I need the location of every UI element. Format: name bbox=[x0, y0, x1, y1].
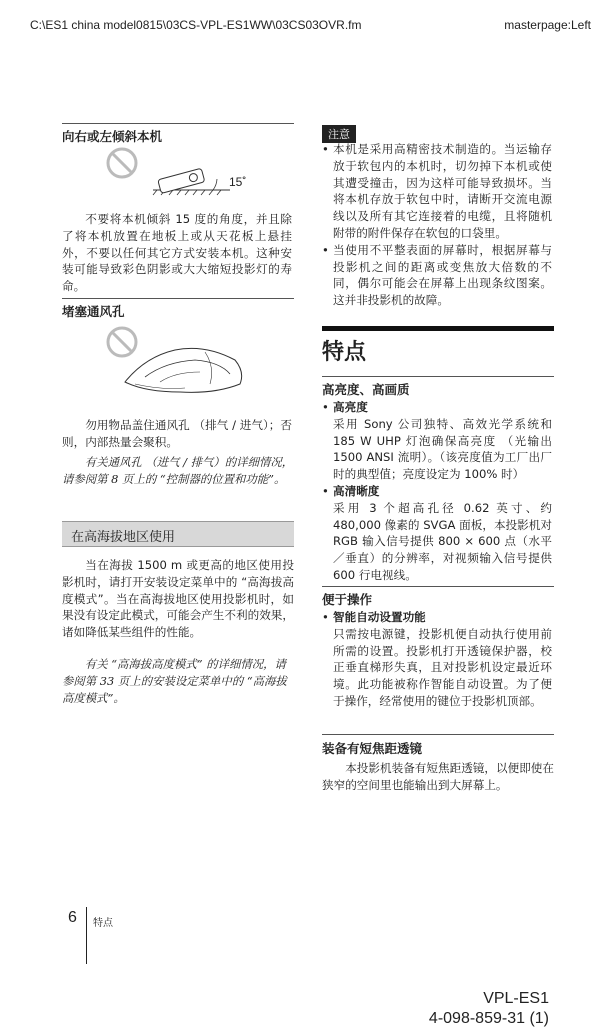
feature-heading-lens: 装备有短焦距透镜 bbox=[322, 741, 423, 756]
vent-illustration bbox=[105, 322, 255, 402]
section-title-tilt: 向右或左倾斜本机 bbox=[62, 129, 163, 144]
feature-list-ease bbox=[322, 609, 552, 710]
prohibited-icon bbox=[108, 328, 136, 356]
section-title-altitude: 在高海拔地区使用 bbox=[71, 530, 176, 545]
note-label: 注意 bbox=[322, 125, 356, 143]
feature-item-text: 只需按电源键，投影机便自动执行使用前所需的设置。投影机打开透镜保护器，校正垂直梯形失真，且对投影机设定最近环境。此功能被称作智能自动设置。为了便于操作，经常使用的键位于投影机顶部。 bbox=[333, 626, 552, 708]
section-bar bbox=[62, 521, 294, 547]
features-rule bbox=[322, 326, 554, 331]
notes-list bbox=[322, 141, 552, 309]
prohibited-icon bbox=[108, 149, 136, 177]
footer-divider bbox=[86, 907, 87, 964]
part-code: 4-098-859-31 (1) bbox=[428, 1010, 549, 1027]
vent-text: 勿用物品盖住通风孔 （排气 / 进气）；否则，内部热量会聚积。 bbox=[62, 418, 292, 449]
feature-item-text: 采用 3 个超高孔径 0.62 英寸、约 480,000 像素的 SVGA 面板，本投影机对 RGB 输入信号提供 800 × 600 点（水平／垂直）的分辨率，对视频输入信号提供 600 行电视线。 bbox=[333, 500, 552, 582]
tilt-illustration bbox=[105, 145, 265, 200]
feature-heading-brightness: 高亮度、高画质 bbox=[322, 382, 410, 397]
file-path: C:\ES1 china model0815\03CS-VPL-ES1WW\03CS03OVR.fm bbox=[30, 18, 362, 32]
masterpage-label: masterpage:Left bbox=[504, 18, 591, 32]
altitude-note: 有关 “高海拔高度模式” 的详细情况，请参阅第 33 页上的安装设定菜单中的 “高海拔高度模式”。 bbox=[62, 657, 287, 705]
note-item: • 当使用不平整表面的屏幕时，根据屏幕与投影机之间的距离或变焦放大倍数的不同，偶尔可能会在屏幕上出现条纹图案。这并非投影机的故障。 bbox=[322, 242, 552, 309]
feature-list-brightness bbox=[322, 399, 552, 584]
lens-text: 本投影机装备有短焦距透镜，以便即使在狭窄的空间里也能输出到大屏幕上。 bbox=[322, 761, 554, 792]
feature-item bbox=[322, 399, 552, 483]
angle-label: 15˚ bbox=[229, 175, 247, 189]
vent-note: 有关通风孔 （进气 / 排气）的详细情况，请参阅第 8 页上的 “控制器的位置和功能”。 bbox=[62, 455, 294, 486]
features-title: 特点 bbox=[322, 340, 367, 365]
section-rule bbox=[62, 123, 294, 124]
feature-heading-ease: 便于操作 bbox=[322, 592, 373, 607]
feature-item-head: • 高亮度 bbox=[333, 400, 368, 414]
feature-item-head: • 智能自动设置功能 bbox=[333, 610, 426, 624]
section-rule bbox=[62, 298, 294, 299]
section-rule bbox=[322, 586, 554, 587]
section-rule bbox=[322, 734, 554, 735]
feature-item bbox=[322, 483, 552, 584]
section-rule bbox=[322, 376, 554, 377]
model-label: VPL-ES1 bbox=[483, 990, 549, 1007]
feature-item-head: • 高清晰度 bbox=[333, 483, 380, 498]
tilt-text: 不要将本机倾斜 15 度的角度，并且除了将本机放置在地板上或从天花板上悬挂外，不要以任何其它方式安装本机。这种安装可能导致彩色阴影或大大缩短投影灯的寿命。 bbox=[62, 212, 292, 294]
page-number: 6 bbox=[68, 909, 77, 926]
note-item: • 本机是采用高精密技术制造的。当运输存放于软包内的本机时，切勿掉下本机或使其遭受撞击，因为这样可能导致损坏。当将本机存放于软包中时，请断开交流电源线以及所有其它连接着的电缆，且将随机附带的附件保存在软包的口袋里。 bbox=[322, 141, 552, 242]
feature-item-text: 采用 Sony 公司独特、高效光学系统和 185 W UHP 灯泡确保高亮度 （光输出 1500 ANSI 流明）。（该亮度值为工厂出厂时的典型值；亮度设定为 100% 时） bbox=[333, 416, 552, 482]
section-title-vent: 堵塞通风孔 bbox=[62, 304, 125, 319]
footer-section: 特点 bbox=[93, 918, 113, 929]
feature-item bbox=[322, 609, 552, 710]
altitude-text: 当在海拔 1500 m 或更高的地区使用投影机时，请打开安装设定菜单中的 “高海拔高度模式”。当在高海拔地区使用投影机时，如果没有设定此模式，可能会产生不利的效果，诸如降低某些组件的性能。 bbox=[62, 558, 294, 640]
